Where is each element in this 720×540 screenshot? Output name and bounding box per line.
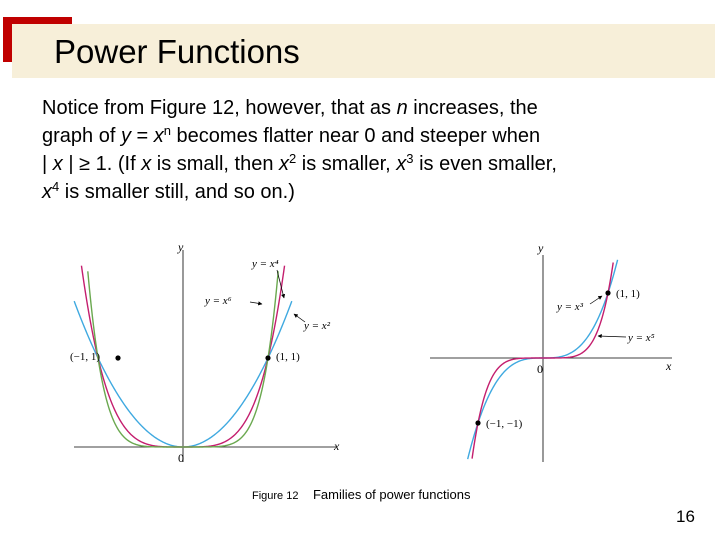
figure-caption-label: Figure 12 (252, 490, 299, 502)
text-run: 2 (289, 151, 297, 166)
slide-title: Power Functions (54, 33, 300, 70)
point-left-1-1-label: (1, 1) (276, 351, 300, 363)
left-x-axis-label: x (334, 439, 340, 453)
text-run: becomes flatter near 0 and steeper when (170, 125, 541, 147)
page-number: 16 (676, 507, 695, 526)
text-run: x (52, 153, 63, 175)
text-run: y (120, 125, 131, 147)
text-run: n (163, 123, 171, 138)
point-left-minus1-1-label: (−1, 1) (70, 351, 101, 363)
right-y-axis-label: y (538, 241, 544, 255)
label-y-x4: y = x⁴ (252, 258, 279, 270)
text-run: graph of (42, 125, 121, 147)
text-run: is even smaller, (413, 153, 557, 175)
text-run: x (153, 125, 164, 147)
text-run: is small, then (151, 153, 280, 175)
text-run: is smaller still, and so on.) (59, 181, 295, 203)
label-y-x6: y = x⁶ (205, 295, 232, 307)
label-y-x5: y = x⁵ (628, 332, 655, 344)
right-x-axis-label: x (666, 359, 672, 373)
left-origin-label: 0 (178, 451, 184, 465)
right-graph (430, 241, 672, 462)
text-run: is smaller, (296, 153, 397, 175)
arrow-to-x2 (294, 314, 305, 322)
text-run: increases, the (407, 97, 538, 119)
right-origin-label: 0 (537, 362, 543, 376)
figure-caption (252, 486, 470, 504)
text-run: | (62, 153, 74, 175)
arrow-to-x5 (598, 336, 626, 337)
text-run: x (279, 153, 290, 175)
text-run: | (42, 153, 53, 175)
point-right-minus1-minus1 (475, 420, 480, 425)
left-y-axis-label: y (178, 240, 184, 254)
text-run: x (141, 153, 152, 175)
text-run: ≥ 1. (If (73, 153, 142, 175)
label-y-x3: y = x³ (557, 301, 583, 313)
left-graph (70, 240, 340, 465)
text-run: Notice from Figure 12, however, that as (42, 97, 397, 119)
text-run: x (42, 181, 52, 203)
point-right-1-1 (605, 290, 610, 295)
text-run: 4 (52, 179, 60, 194)
text-run: n (396, 97, 408, 119)
text-run: = (130, 125, 154, 147)
point-left-1-1 (265, 355, 270, 360)
arrow-to-x3 (590, 296, 602, 304)
arrow-to-x6 (250, 302, 262, 304)
point-left-minus1-1 (115, 355, 120, 360)
point-right-minus1-minus1-label: (−1, −1) (486, 418, 523, 430)
figure-caption-text: Families of power functions (312, 487, 471, 502)
label-y-x2: y = x² (304, 320, 330, 332)
point-right-1-1-label: (1, 1) (616, 288, 640, 300)
text-run: 3 (406, 151, 414, 166)
text-run: x (396, 153, 407, 175)
